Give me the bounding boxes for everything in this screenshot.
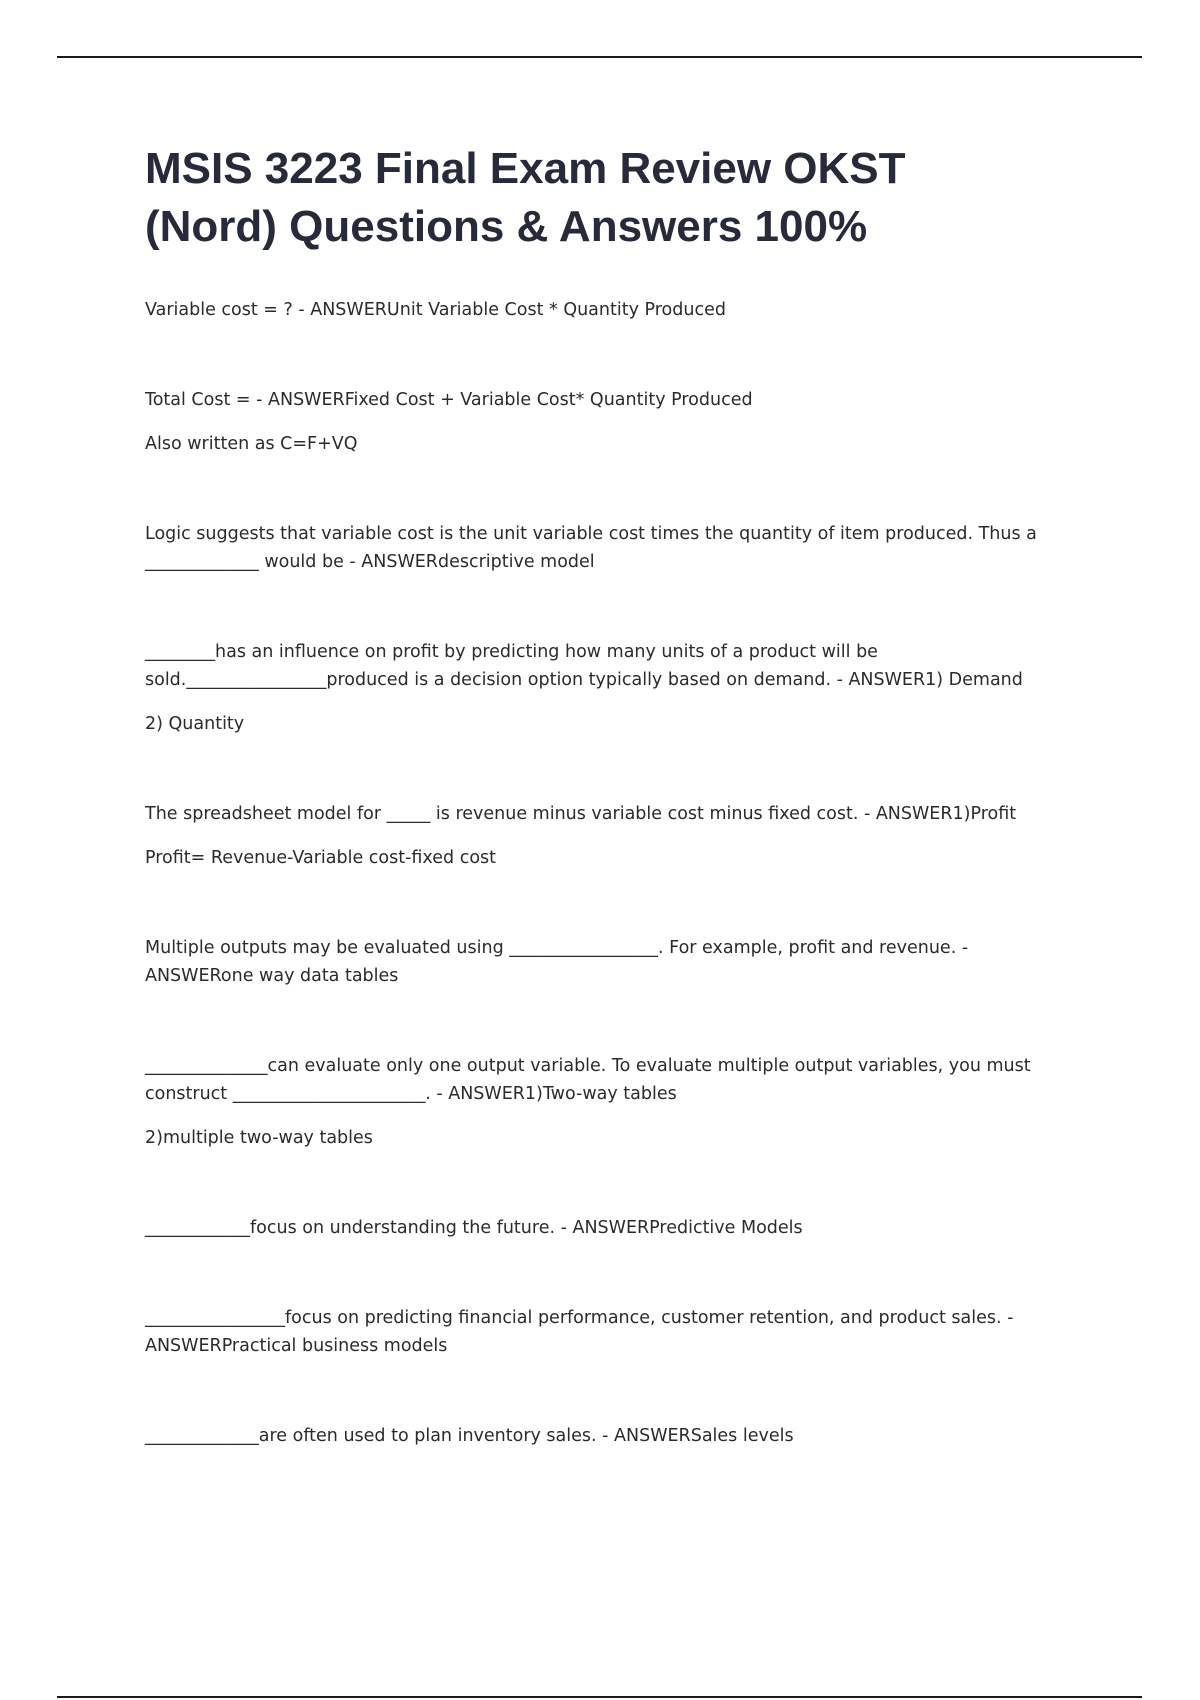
bottom-rule [57, 1696, 1142, 1698]
qa-item-6 [145, 934, 1065, 990]
qa-extra: Profit= Revenue-Variable cost-fixed cost [145, 848, 496, 868]
top-rule [57, 56, 1142, 58]
title-line-1: MSIS 3223 Final Exam Review OKST [145, 144, 906, 193]
qa-extra: Also written as C=F+VQ [145, 434, 358, 454]
qa-item-10 [145, 1422, 1065, 1450]
qa-item-9 [145, 1304, 1065, 1360]
qa-text: Logic suggests that variable cost is the unit variable cost times the quantity of item produced. Thus a _____________ would be - ANSWERdescriptive model [145, 524, 1037, 572]
qa-extra: 2)multiple two-way tables [145, 1128, 373, 1148]
qa-text: ________has an influence on profit by predicting how many units of a product will be sold.________________produced is a decision option typically based on demand. - ANSWER1) Demand [145, 642, 1023, 690]
qa-text: ____________focus on understanding the future. - ANSWERPredictive Models [145, 1218, 803, 1238]
qa-item-7 [145, 1052, 1065, 1152]
qa-text: The spreadsheet model for _____ is revenue minus variable cost minus fixed cost. - ANSWER1)Profit [145, 804, 1017, 824]
qa-item-1 [145, 296, 1065, 324]
qa-item-4 [145, 638, 1065, 738]
qa-item-2 [145, 386, 1065, 458]
document-body [145, 140, 1065, 1450]
qa-extra: 2) Quantity [145, 714, 245, 734]
qa-text: Variable cost = ? - ANSWERUnit Variable Cost * Quantity Produced [145, 300, 726, 320]
qa-item-5 [145, 800, 1065, 872]
qa-text: _____________are often used to plan inventory sales. - ANSWERSales levels [145, 1426, 794, 1446]
qa-text: Total Cost = - ANSWERFixed Cost + Variable Cost* Quantity Produced [145, 390, 753, 410]
qa-item-3 [145, 520, 1065, 576]
document-title [145, 140, 1065, 256]
qa-text: Multiple outputs may be evaluated using _________________. For example, profit and revenue. - ANSWERone way data tables [145, 938, 969, 986]
qa-text: ______________can evaluate only one output variable. To evaluate multiple output variables, you must construct ______________________. - ANSWER1)Two-way tables [145, 1056, 1031, 1104]
qa-item-8 [145, 1214, 1065, 1242]
qa-text: ________________focus on predicting financial performance, customer retention, and product sales. - ANSWERPractical business models [145, 1308, 1014, 1356]
title-line-2: (Nord) Questions & Answers 100% [145, 202, 868, 251]
